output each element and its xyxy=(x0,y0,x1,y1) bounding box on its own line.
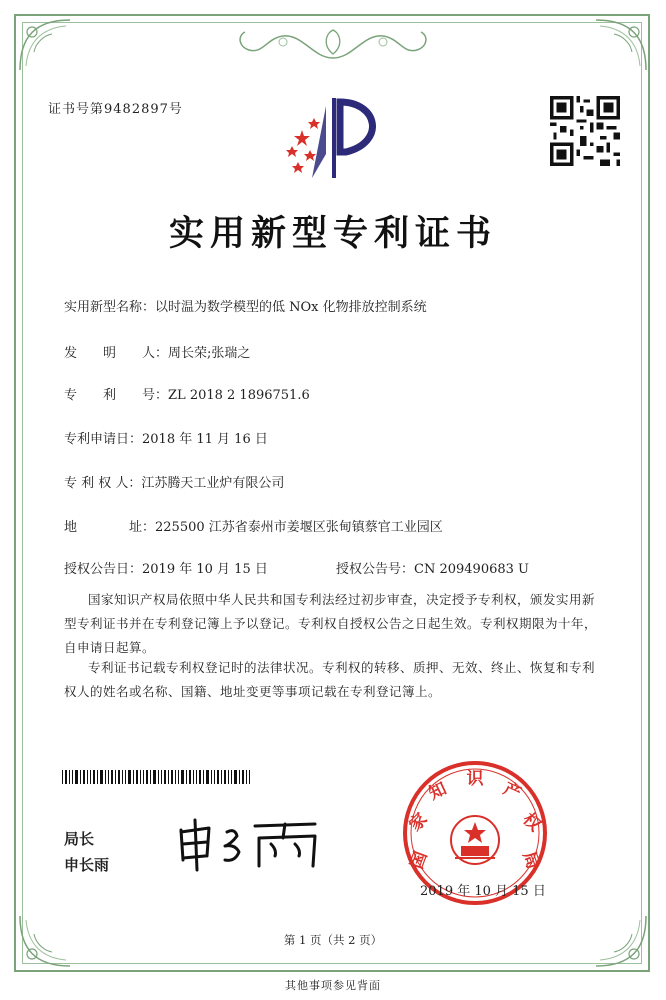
corner-ornament xyxy=(16,16,74,74)
field-announcement-number xyxy=(336,558,529,577)
certificate-paragraph: 专利证书记载专利权登记时的法律状况。专利权的转移、质押、无效、终止、恢复和专利权人的姓名或名称、国籍、地址变更等事项记载在专利登记簿上。 xyxy=(64,660,596,699)
page-number: 第 1 页（共 2 页） xyxy=(283,933,383,947)
field-inventor xyxy=(64,342,250,361)
svg-text:产: 产 xyxy=(500,778,525,805)
field-application-date xyxy=(64,428,268,447)
field-label: 发 明 人： xyxy=(64,346,169,361)
field-patentee xyxy=(64,472,284,491)
certificate-paragraph: 国家知识产权局依照中华人民共和国专利法经过初步审查，决定授予专利权，颁发实用新型专利证书并在专利登记簿上予以登记。专利权自授权公告之日起生效。专利权期限为十年，自申请日起算。 xyxy=(64,592,598,655)
qr-code-icon xyxy=(550,96,620,166)
certificate-title: 实用新型专利证书 xyxy=(168,213,497,254)
field-value: 周长荣;张瑞之 xyxy=(168,346,251,361)
field-label: 授权公告号： xyxy=(336,562,415,577)
field-value: 2018 年 11 月 16 日 xyxy=(142,432,268,447)
barcode-icon xyxy=(62,770,250,784)
field-label: 专利申请日： xyxy=(64,432,143,447)
corner-ornament xyxy=(592,16,650,74)
signature-icon xyxy=(175,816,325,872)
field-value: CN 209490683 U xyxy=(414,562,529,577)
field-value: 225500 江苏省泰州市姜堰区张甸镇蔡官工业园区 xyxy=(155,520,443,535)
certificate-number: 证书号第9482897号 xyxy=(48,102,183,117)
seal-date: 2019 年 10 月 15 日 xyxy=(420,884,546,899)
svg-text:局: 局 xyxy=(518,848,544,872)
svg-text:知: 知 xyxy=(425,778,450,805)
director-name: 申长雨 xyxy=(64,856,110,874)
field-value: 江苏腾天工业炉有限公司 xyxy=(141,476,285,491)
svg-text:识: 识 xyxy=(466,769,484,789)
top-ornament xyxy=(233,24,433,62)
patent-office-logo-icon xyxy=(282,92,392,182)
field-address xyxy=(64,516,443,535)
field-patent-number xyxy=(64,384,310,403)
field-value: ZL 2018 2 1896751.6 xyxy=(168,388,310,403)
field-utility-model-name xyxy=(64,296,427,315)
field-label: 地 址： xyxy=(64,520,156,535)
svg-text:权: 权 xyxy=(518,809,545,836)
field-value: 2019 年 10 月 15 日 xyxy=(142,562,268,577)
field-label: 实用新型名称： xyxy=(64,300,156,315)
field-label: 专 利 权 人： xyxy=(64,476,142,491)
field-label: 专 利 号： xyxy=(64,388,169,403)
field-value: 以时温为数学模型的低 NOx 化物排放控制系统 xyxy=(155,300,427,315)
field-label: 授权公告日： xyxy=(64,562,143,577)
director-title: 局长 xyxy=(64,830,95,848)
footer-note: 其他事项参见背面 xyxy=(285,979,381,992)
svg-text:家: 家 xyxy=(405,809,432,836)
field-grant-date xyxy=(64,558,268,577)
svg-text:国: 国 xyxy=(406,848,432,872)
